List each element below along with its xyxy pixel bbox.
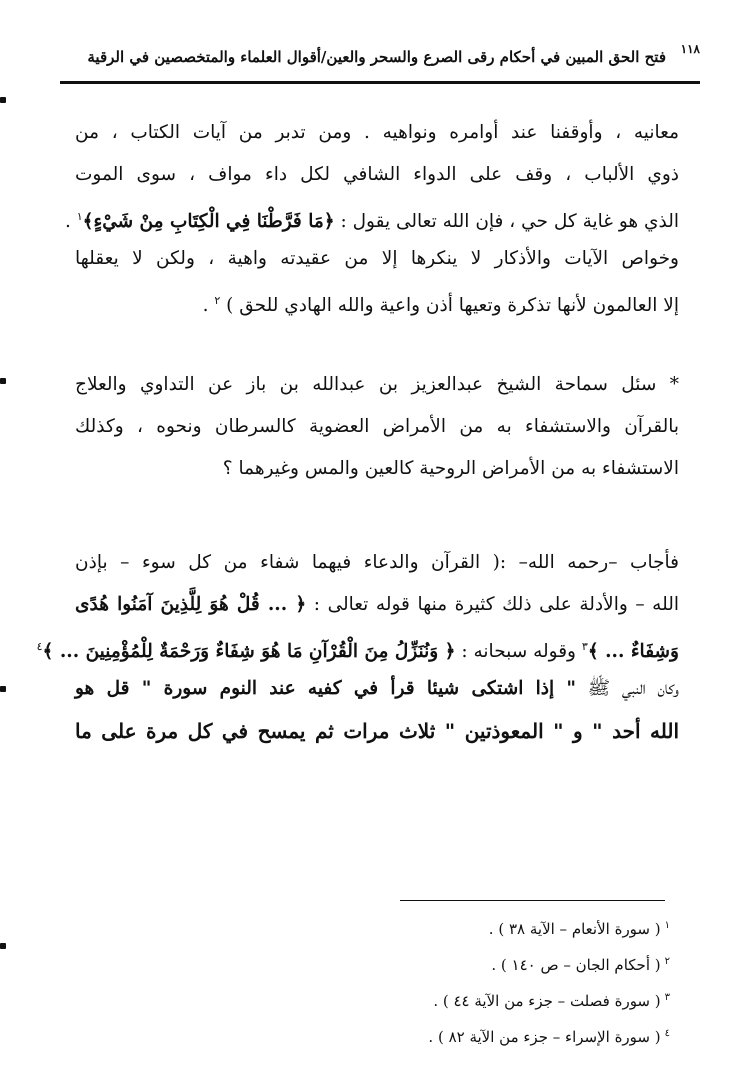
paragraph-answer bbox=[36, 542, 679, 752]
paragraph-question bbox=[75, 364, 679, 490]
footnote-ref: ٢ bbox=[214, 294, 221, 307]
header-rule bbox=[60, 81, 700, 84]
hadith-text: " إذا اشتكى شيئا قرأ في كفيه عند النوم سورة " قل هو bbox=[75, 678, 577, 699]
text-line: بالقرآن والاستشفاء به من الأمراض العضوية كالسرطان ونحوه ، وكذلك bbox=[75, 416, 679, 437]
running-title: فتح الحق المبين في أحكام رقى الصرع والسحر والعين/أقوال العلماء والمتخصصين في الرقية bbox=[87, 48, 666, 66]
margin-mark bbox=[0, 97, 6, 103]
quran-verse: وَشِفَاءٌ ... ﴾ bbox=[587, 641, 679, 663]
paragraph-quote-end bbox=[64, 112, 679, 322]
footnote-rule bbox=[400, 900, 665, 901]
quran-verse: ﴿ وَنُنَزِّلُ مِنَ الْقُرْآنِ مَا هُوَ شِفَاءٌ وَرَحْمَةٌ لِلْمُؤْمِنِينَ ... ﴾ bbox=[42, 641, 456, 663]
footnote-ref: ٤ bbox=[36, 640, 43, 653]
text-line: الله أحد " و " المعوذتين " ثلاث مرات ثم يمسح في كل مرة على ما bbox=[75, 719, 679, 743]
page-number: ١١٨ bbox=[680, 42, 700, 56]
text-line: وكان النبي ﷺ " إذا اشتكى شيئا قرأ في كفيه عند النوم سورة " قل هو bbox=[75, 678, 679, 699]
footnote: $^٣$( سورة فصلت – جزء من الآية ٤٤ ) . bbox=[433, 992, 670, 1010]
page-header bbox=[60, 38, 700, 78]
text-line: فأجاب –رحمه الله– :( القرآن والدعاء فيهما شفاء من كل سوء – بإذن bbox=[75, 552, 679, 573]
text-line: الله – والأدلة على ذلك كثيرة منها قوله تعالى : ﴿ ... قُلْ هُوَ لِلَّذِينَ آمَنُوا هُدًى bbox=[75, 594, 679, 615]
footnote-ref: ١ bbox=[76, 210, 83, 223]
margin-mark bbox=[0, 943, 6, 949]
footnote: $^١$( سورة الأنعام – الآية ٣٨ ) . bbox=[488, 920, 670, 938]
footnote-ref: ٣ bbox=[581, 640, 588, 653]
footnotes bbox=[330, 908, 670, 1052]
footnote: $^٤$( سورة الإسراء – جزء من الآية ٨٢ ) . bbox=[428, 1028, 670, 1046]
text-line: الاستشفاء به من الأمراض الروحية كالعين والمس وغيرهما ؟ bbox=[222, 458, 679, 479]
quran-verse: ﴿مَا فَرَّطْنَا فِي الْكِتَابِ مِنْ شَيْءٍ﴾ bbox=[82, 211, 335, 233]
text-line: إلا العالمون لأنها تذكرة وتعيها أذن واعية والله الهادي للحق ) $^٢$ . bbox=[202, 294, 679, 317]
text-line: وَشِفَاءٌ ... ﴾$^٣$ وقوله سبحانه : ﴿ وَنُنَزِّلُ مِنَ الْقُرْآنِ مَا هُوَ شِفَاءٌ وَرَحْمَةٌ لِلْمُؤْمِنِينَ ... ﴾$^٤$ bbox=[36, 640, 679, 663]
margin-mark bbox=[0, 686, 6, 692]
quran-verse: ﴿ ... قُلْ هُوَ لِلَّذِينَ آمَنُوا هُدًى bbox=[75, 594, 307, 615]
text-line: وخواص الآيات والأذكار لا ينكرها إلا من عقيدته واهية ، ولكن لا يعقلها bbox=[75, 248, 679, 269]
text-line: الذي هو غاية كل حي ، فإن الله تعالى يقول : ﴿مَا فَرَّطْنَا فِي الْكِتَابِ مِنْ شَيْءٍ﴾$^١$ . bbox=[64, 210, 679, 233]
text-line: ذوي الألباب ، وقف على الدواء الشافي لكل داء مواف ، سوى الموت bbox=[75, 164, 679, 185]
footnote: $^٢$( أحكام الجان – ص ١٤٠ ) . bbox=[491, 956, 670, 974]
text-line: معانيه ، وأوقفنا عند أوامره ونواهيه . ومن تدبر من آيات الكتاب ، من bbox=[75, 122, 679, 143]
text-line: * سئل سماحة الشيخ عبدالعزيز بن عبدالله بن باز عن التداوي والعلاج bbox=[75, 374, 679, 395]
margin-mark bbox=[0, 378, 6, 384]
